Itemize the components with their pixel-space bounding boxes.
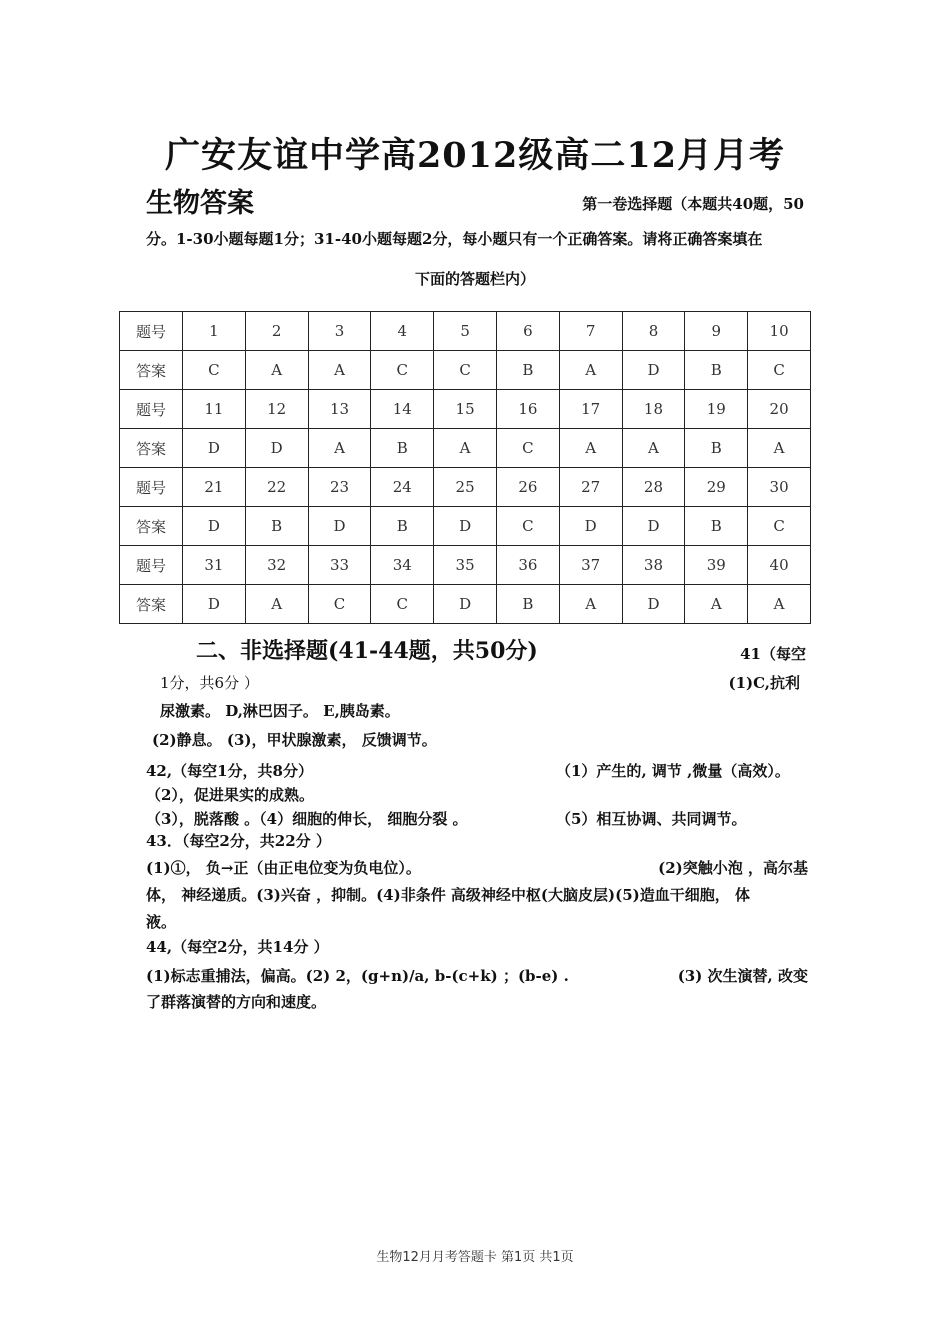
question-cell: 9 bbox=[685, 312, 748, 351]
answer-cell: C bbox=[496, 429, 559, 468]
q43-head: 43．（每空2分，共22分 ） bbox=[146, 832, 331, 850]
question-cell: 38 bbox=[622, 546, 685, 585]
question-cell: 4 bbox=[371, 312, 434, 351]
question-cell: 39 bbox=[685, 546, 748, 585]
question-cell: 23 bbox=[308, 468, 371, 507]
question-cell: 37 bbox=[559, 546, 622, 585]
answer-cell: C bbox=[748, 351, 811, 390]
answer-cell: C bbox=[496, 507, 559, 546]
table-row-answer bbox=[120, 351, 811, 390]
answer-cell: C bbox=[371, 585, 434, 624]
answer-cell: B bbox=[496, 585, 559, 624]
table-row-question bbox=[120, 468, 811, 507]
answer-cell: C bbox=[748, 507, 811, 546]
question-label-cell: 题号 bbox=[120, 546, 183, 585]
question-cell: 40 bbox=[748, 546, 811, 585]
answer-cell: A bbox=[559, 585, 622, 624]
answer-cell: C bbox=[183, 351, 246, 390]
answer-cell: A bbox=[748, 429, 811, 468]
answer-cell: C bbox=[434, 351, 497, 390]
question-cell: 28 bbox=[622, 468, 685, 507]
q42-head: 42,（每空1分，共8分） bbox=[146, 762, 313, 780]
q44-answer-3: (3) 次生演替, 改变 bbox=[677, 967, 808, 985]
answer-cell: D bbox=[183, 585, 246, 624]
question-cell: 21 bbox=[183, 468, 246, 507]
q42-answer-1: （1）产生的, 调节 ,微量（高效）。 bbox=[556, 762, 790, 780]
question-cell: 22 bbox=[245, 468, 308, 507]
answer-cell: B bbox=[245, 507, 308, 546]
answer-cell: A bbox=[308, 429, 371, 468]
question-cell: 10 bbox=[748, 312, 811, 351]
answer-cell: B bbox=[496, 351, 559, 390]
answer-cell: D bbox=[183, 507, 246, 546]
answer-cell: D bbox=[434, 507, 497, 546]
question-cell: 32 bbox=[245, 546, 308, 585]
table-row-question bbox=[120, 546, 811, 585]
table-row-answer bbox=[120, 585, 811, 624]
question-cell: 34 bbox=[371, 546, 434, 585]
q44-line2: 了群落演替的方向和速度。 bbox=[146, 993, 327, 1011]
q44-answer-1: (1)标志重捕法，偏高。(2) 2，(g+n)/a, b-(c+k) ；(b-e) . bbox=[146, 967, 569, 985]
page-footer: 生物12月月考答题卡 第1页 共1页 bbox=[376, 1250, 574, 1265]
q41-answer-1b: 尿激素。 D,淋巴因子。 E,胰岛素。 bbox=[160, 702, 400, 720]
answer-label-cell: 答案 bbox=[120, 507, 183, 546]
question-cell: 5 bbox=[434, 312, 497, 351]
question-cell: 26 bbox=[496, 468, 559, 507]
answer-cell: D bbox=[622, 351, 685, 390]
question-cell: 33 bbox=[308, 546, 371, 585]
subtitle: 生物答案 bbox=[146, 188, 254, 219]
answer-cell: A bbox=[622, 429, 685, 468]
answer-cell: B bbox=[685, 429, 748, 468]
answer-cell: B bbox=[371, 507, 434, 546]
answer-label-cell: 答案 bbox=[120, 351, 183, 390]
question-cell: 30 bbox=[748, 468, 811, 507]
table-row-answer bbox=[120, 507, 811, 546]
answer-cell: D bbox=[559, 507, 622, 546]
answer-cell: C bbox=[308, 585, 371, 624]
question-cell: 3 bbox=[308, 312, 371, 351]
question-cell: 17 bbox=[559, 390, 622, 429]
question-cell: 8 bbox=[622, 312, 685, 351]
q42-answer-2: （2），促进果实的成熟。 bbox=[146, 786, 314, 804]
question-cell: 31 bbox=[183, 546, 246, 585]
question-cell: 2 bbox=[245, 312, 308, 351]
q43-answer-1: (1)①， 负→正（由正电位变为负电位）。 bbox=[146, 859, 421, 877]
question-cell: 6 bbox=[496, 312, 559, 351]
table-row-question bbox=[120, 312, 811, 351]
question-cell: 11 bbox=[183, 390, 246, 429]
answer-cell: A bbox=[245, 351, 308, 390]
q43-line3: 液。 bbox=[146, 913, 177, 931]
question-cell: 14 bbox=[371, 390, 434, 429]
question-label-cell: 题号 bbox=[120, 312, 183, 351]
answer-cell: A bbox=[559, 351, 622, 390]
q43-line2: 体， 神经递质。(3)兴奋 ，抑制。(4)非条件 高级神经中枢(大脑皮层)(5)造血干细胞， 体 bbox=[146, 886, 750, 904]
answer-cell: D bbox=[183, 429, 246, 468]
question-label-cell: 题号 bbox=[120, 468, 183, 507]
answer-label-cell: 答案 bbox=[120, 429, 183, 468]
page-title: 广安友谊中学高2012级高二12月月考 bbox=[164, 135, 786, 176]
answer-cell: A bbox=[308, 351, 371, 390]
question-cell: 7 bbox=[559, 312, 622, 351]
question-cell: 29 bbox=[685, 468, 748, 507]
question-cell: 13 bbox=[308, 390, 371, 429]
q41-answer-2: (2)静息。 (3)，甲状腺激素， 反馈调节。 bbox=[152, 731, 437, 749]
answer-cell: D bbox=[622, 507, 685, 546]
question-cell: 18 bbox=[622, 390, 685, 429]
q42-answer-5: （5）相互协调、共同调节。 bbox=[556, 810, 747, 828]
answer-cell: A bbox=[434, 429, 497, 468]
answer-cell: A bbox=[685, 585, 748, 624]
q41-head: 41（每空 bbox=[740, 645, 806, 663]
table-row-answer bbox=[120, 429, 811, 468]
answer-cell: C bbox=[371, 351, 434, 390]
answer-cell: D bbox=[622, 585, 685, 624]
question-cell: 36 bbox=[496, 546, 559, 585]
q41-answer-1: (1)C,抗利 bbox=[728, 674, 800, 692]
q41-score: 1分，共6分 ） bbox=[160, 674, 259, 692]
intro-line1: 第一卷选择题（本题共40题，50 bbox=[582, 195, 804, 213]
q42-answer-3: （3），脱落酸 。（4）细胞的伸长， 细胞分裂 。 bbox=[146, 810, 468, 828]
intro-line2: 分。1-30小题每题1分；31-40小题每题2分，每小题只有一个正确答案。请将正确答案填在 bbox=[146, 230, 763, 248]
question-cell: 20 bbox=[748, 390, 811, 429]
intro-line3: 下面的答题栏内） bbox=[414, 270, 535, 288]
question-label-cell: 题号 bbox=[120, 390, 183, 429]
answer-cell: D bbox=[434, 585, 497, 624]
question-cell: 35 bbox=[434, 546, 497, 585]
answer-cell: A bbox=[748, 585, 811, 624]
question-cell: 19 bbox=[685, 390, 748, 429]
question-cell: 16 bbox=[496, 390, 559, 429]
question-cell: 1 bbox=[183, 312, 246, 351]
table-row-question bbox=[120, 390, 811, 429]
answer-cell: D bbox=[245, 429, 308, 468]
answer-cell: B bbox=[371, 429, 434, 468]
question-cell: 25 bbox=[434, 468, 497, 507]
answer-cell: B bbox=[685, 507, 748, 546]
section2-heading: 二、非选择题(41-44题，共50分) bbox=[196, 638, 538, 664]
question-cell: 27 bbox=[559, 468, 622, 507]
answer-label-cell: 答案 bbox=[120, 585, 183, 624]
answer-cell: A bbox=[559, 429, 622, 468]
question-cell: 15 bbox=[434, 390, 497, 429]
question-cell: 24 bbox=[371, 468, 434, 507]
q43-answer-2: (2)突触小泡 ，高尔基 bbox=[658, 859, 808, 877]
question-cell: 12 bbox=[245, 390, 308, 429]
q44-head: 44,（每空2分，共14分 ） bbox=[146, 938, 329, 956]
answer-cell: A bbox=[245, 585, 308, 624]
answer-cell: D bbox=[308, 507, 371, 546]
answer-cell: B bbox=[685, 351, 748, 390]
answer-table bbox=[119, 311, 811, 624]
